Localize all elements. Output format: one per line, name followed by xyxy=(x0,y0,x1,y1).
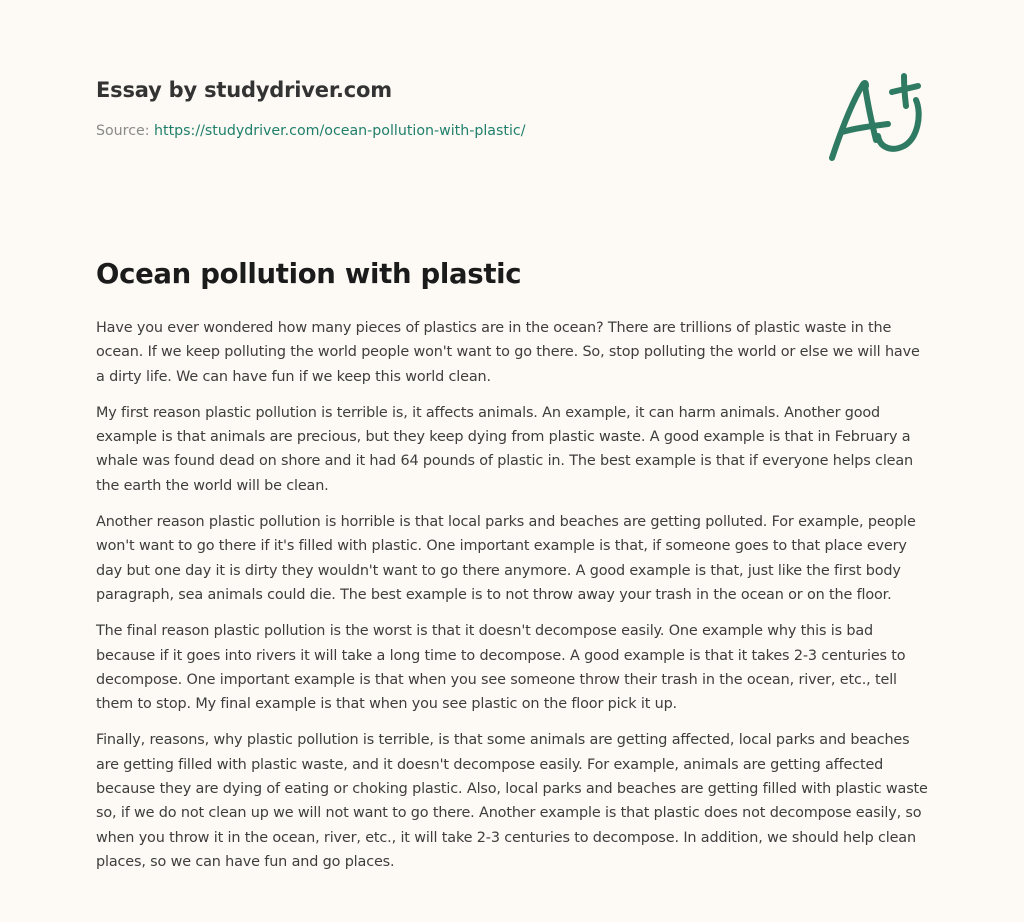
essay-paragraph: The final reason plastic pollution is the worst is that it doesn't decompose easily. One example why this is bad because if it goes into rivers it will take a long time to decompose. A good example is that it takes 2-3 centuries to decompose. One important example is that when you see someone throw their trash in the ocean, river, etc., tell them to stop. My final example is that when you see plastic on the floor pick it up. xyxy=(96,623,906,713)
essay-paragraph: Another reason plastic pollution is horrible is that local parks and beaches are getting polluted. For example, people won't want to go there if it's filled with plastic. One important example is that, if someone goes to that place every day but one day it is dirty they wouldn't want to go there anymore. A good example is that, just like the first body paragraph, sea animals could die. The best example is to not throw away your trash in the ocean or on the floor. xyxy=(96,514,916,603)
site-title: Essay by studydriver.com xyxy=(96,78,392,102)
source-line xyxy=(96,121,796,141)
essay-paragraph: Finally, reasons, why plastic pollution is terrible, is that some animals are getting affected, local parks and beaches are getting filled with plastic waste, and it doesn't decompose easily. For example, animals are getting affected because they are dying of eating or choking plastic. Also, local parks and beaches are getting filled with plastic waste so, if we do not clean up we will not want to go there. Another example is that plastic does not decompose easily, so when you throw it in the ocean, river, etc., it will take 2-3 centuries to decompose. In addition, we should help clean places, so we can have fun and go places. xyxy=(96,732,928,870)
essay-title: Ocean pollution with plastic xyxy=(96,258,522,290)
source-label: Source: xyxy=(96,123,150,139)
source-link[interactable]: https://studydriver.com/ocean-pollution-with-plastic/ xyxy=(154,123,526,139)
a-plus-grade-icon xyxy=(818,66,930,170)
essay-paragraph: My first reason plastic pollution is terrible is, it affects animals. An example, it can harm animals. Another good example is that animals are precious, but they keep dying from plastic waste. A good example is that in February a whale was found dead on shore and it had 64 pounds of plastic in. The best example is that if everyone helps clean the earth the world will be clean. xyxy=(96,404,914,494)
essay-body xyxy=(96,316,932,886)
essay-paragraph: Have you ever wondered how many pieces of plastics are in the ocean? There are trillions of plastic waste in the ocean. If we keep polluting the world people won't want to go there. So, stop polluting the world or else we will have a dirty life. We can have fun if we keep this world clean. xyxy=(96,320,920,385)
page-header xyxy=(96,76,796,141)
